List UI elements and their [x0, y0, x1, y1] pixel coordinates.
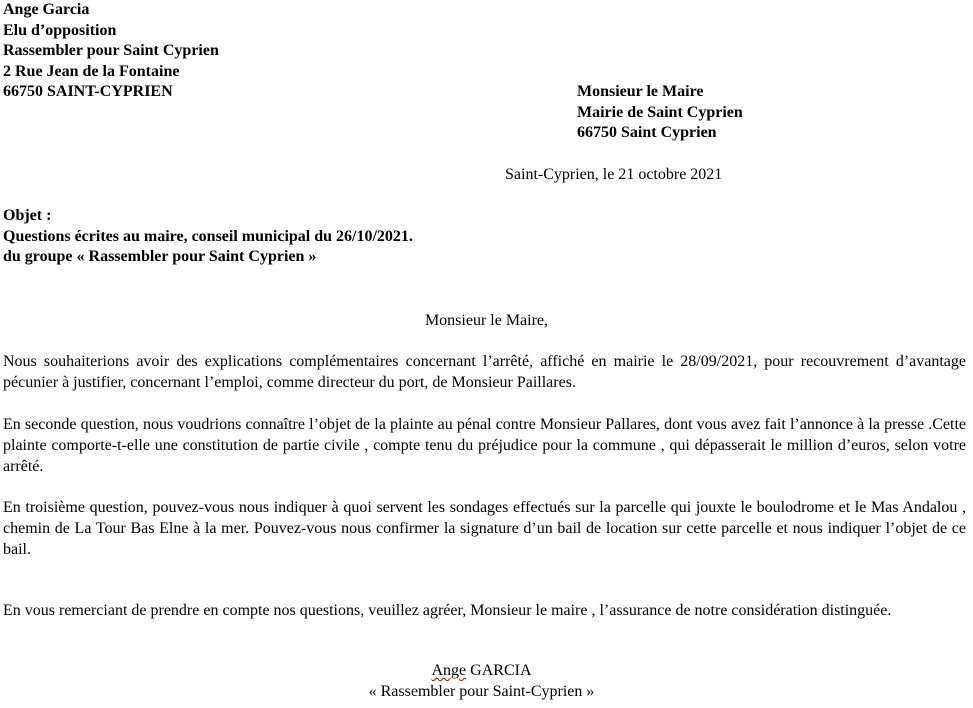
recipient-city: 66750 Saint Cyprien	[577, 124, 717, 142]
paragraph-1: Nous souhaiterions avoir des explications complémentaires concernant l’arrêté, affiché en mairie le 28/09/2021, pour recouvrement d’avantage pécunier à justifier, concernant l’emploi, comme directeur du port, de Monsieur Paillares.	[3, 353, 966, 391]
recipient-name: Monsieur le Maire	[577, 83, 704, 100]
sender-address-block	[3, 0, 219, 103]
sender-city: 66750 SAINT-CYPRIEN	[3, 83, 173, 101]
subject-label: Objet :	[3, 207, 52, 224]
salutation: Monsieur le Maire,	[424, 312, 549, 329]
date-line: Saint-Cyprien, le 21 octobre 2021	[505, 166, 723, 183]
signature-block	[0, 661, 963, 702]
sender-role: Elu d’opposition	[3, 21, 117, 39]
recipient-address-block	[577, 82, 743, 144]
sender-street: 2 Rue Jean de la Fontaine	[3, 62, 180, 80]
signature-group: « Rassembler pour Saint-Cyprien »	[368, 682, 595, 700]
signature-name	[0, 661, 963, 682]
paragraph-4: En vous remerciant de prendre en compte nos questions, veuillez agréer, Monsieur le maire , l’assurance de notre considération distinguée.	[3, 602, 892, 619]
paragraph-2: En seconde question, nous voudrions connaître l’objet de la plainte au pénal contre Monsieur Pallares, dont vous avez fait l’annonce à la presse .Cette plainte comporte-t-elle une constitution de partie civile , compte tenu du préjudice pour la commune , qui dépasserait le million d’euros, selon votre arrêté.	[3, 416, 966, 475]
paragraph-3: En troisième question, pouvez-vous nous indiquer à quoi servent les sondages effectués sur la parcelle qui jouxte le boulodrome et le Mas Andalou , chemin de La Tour Bas Elne à la mer. Pouvez-vous nous confirmer la signature d’un bail de location sur cette parcelle et nous indiquer l’objet de ce bail.	[3, 499, 966, 558]
sender-group: Rassembler pour Saint Cyprien	[3, 42, 219, 60]
recipient-office: Mairie de Saint Cyprien	[577, 103, 743, 121]
signature-last-name: GARCIA	[470, 662, 532, 679]
subject-line-1: Questions écrites au maire, conseil municipal du 26/10/2021.	[3, 227, 413, 245]
sender-name: Ange Garcia	[3, 1, 90, 18]
signature-first-name: Ange	[431, 662, 467, 679]
subject-line-2: du groupe « Rassembler pour Saint Cyprien »	[3, 248, 317, 266]
subject-block	[3, 206, 413, 268]
